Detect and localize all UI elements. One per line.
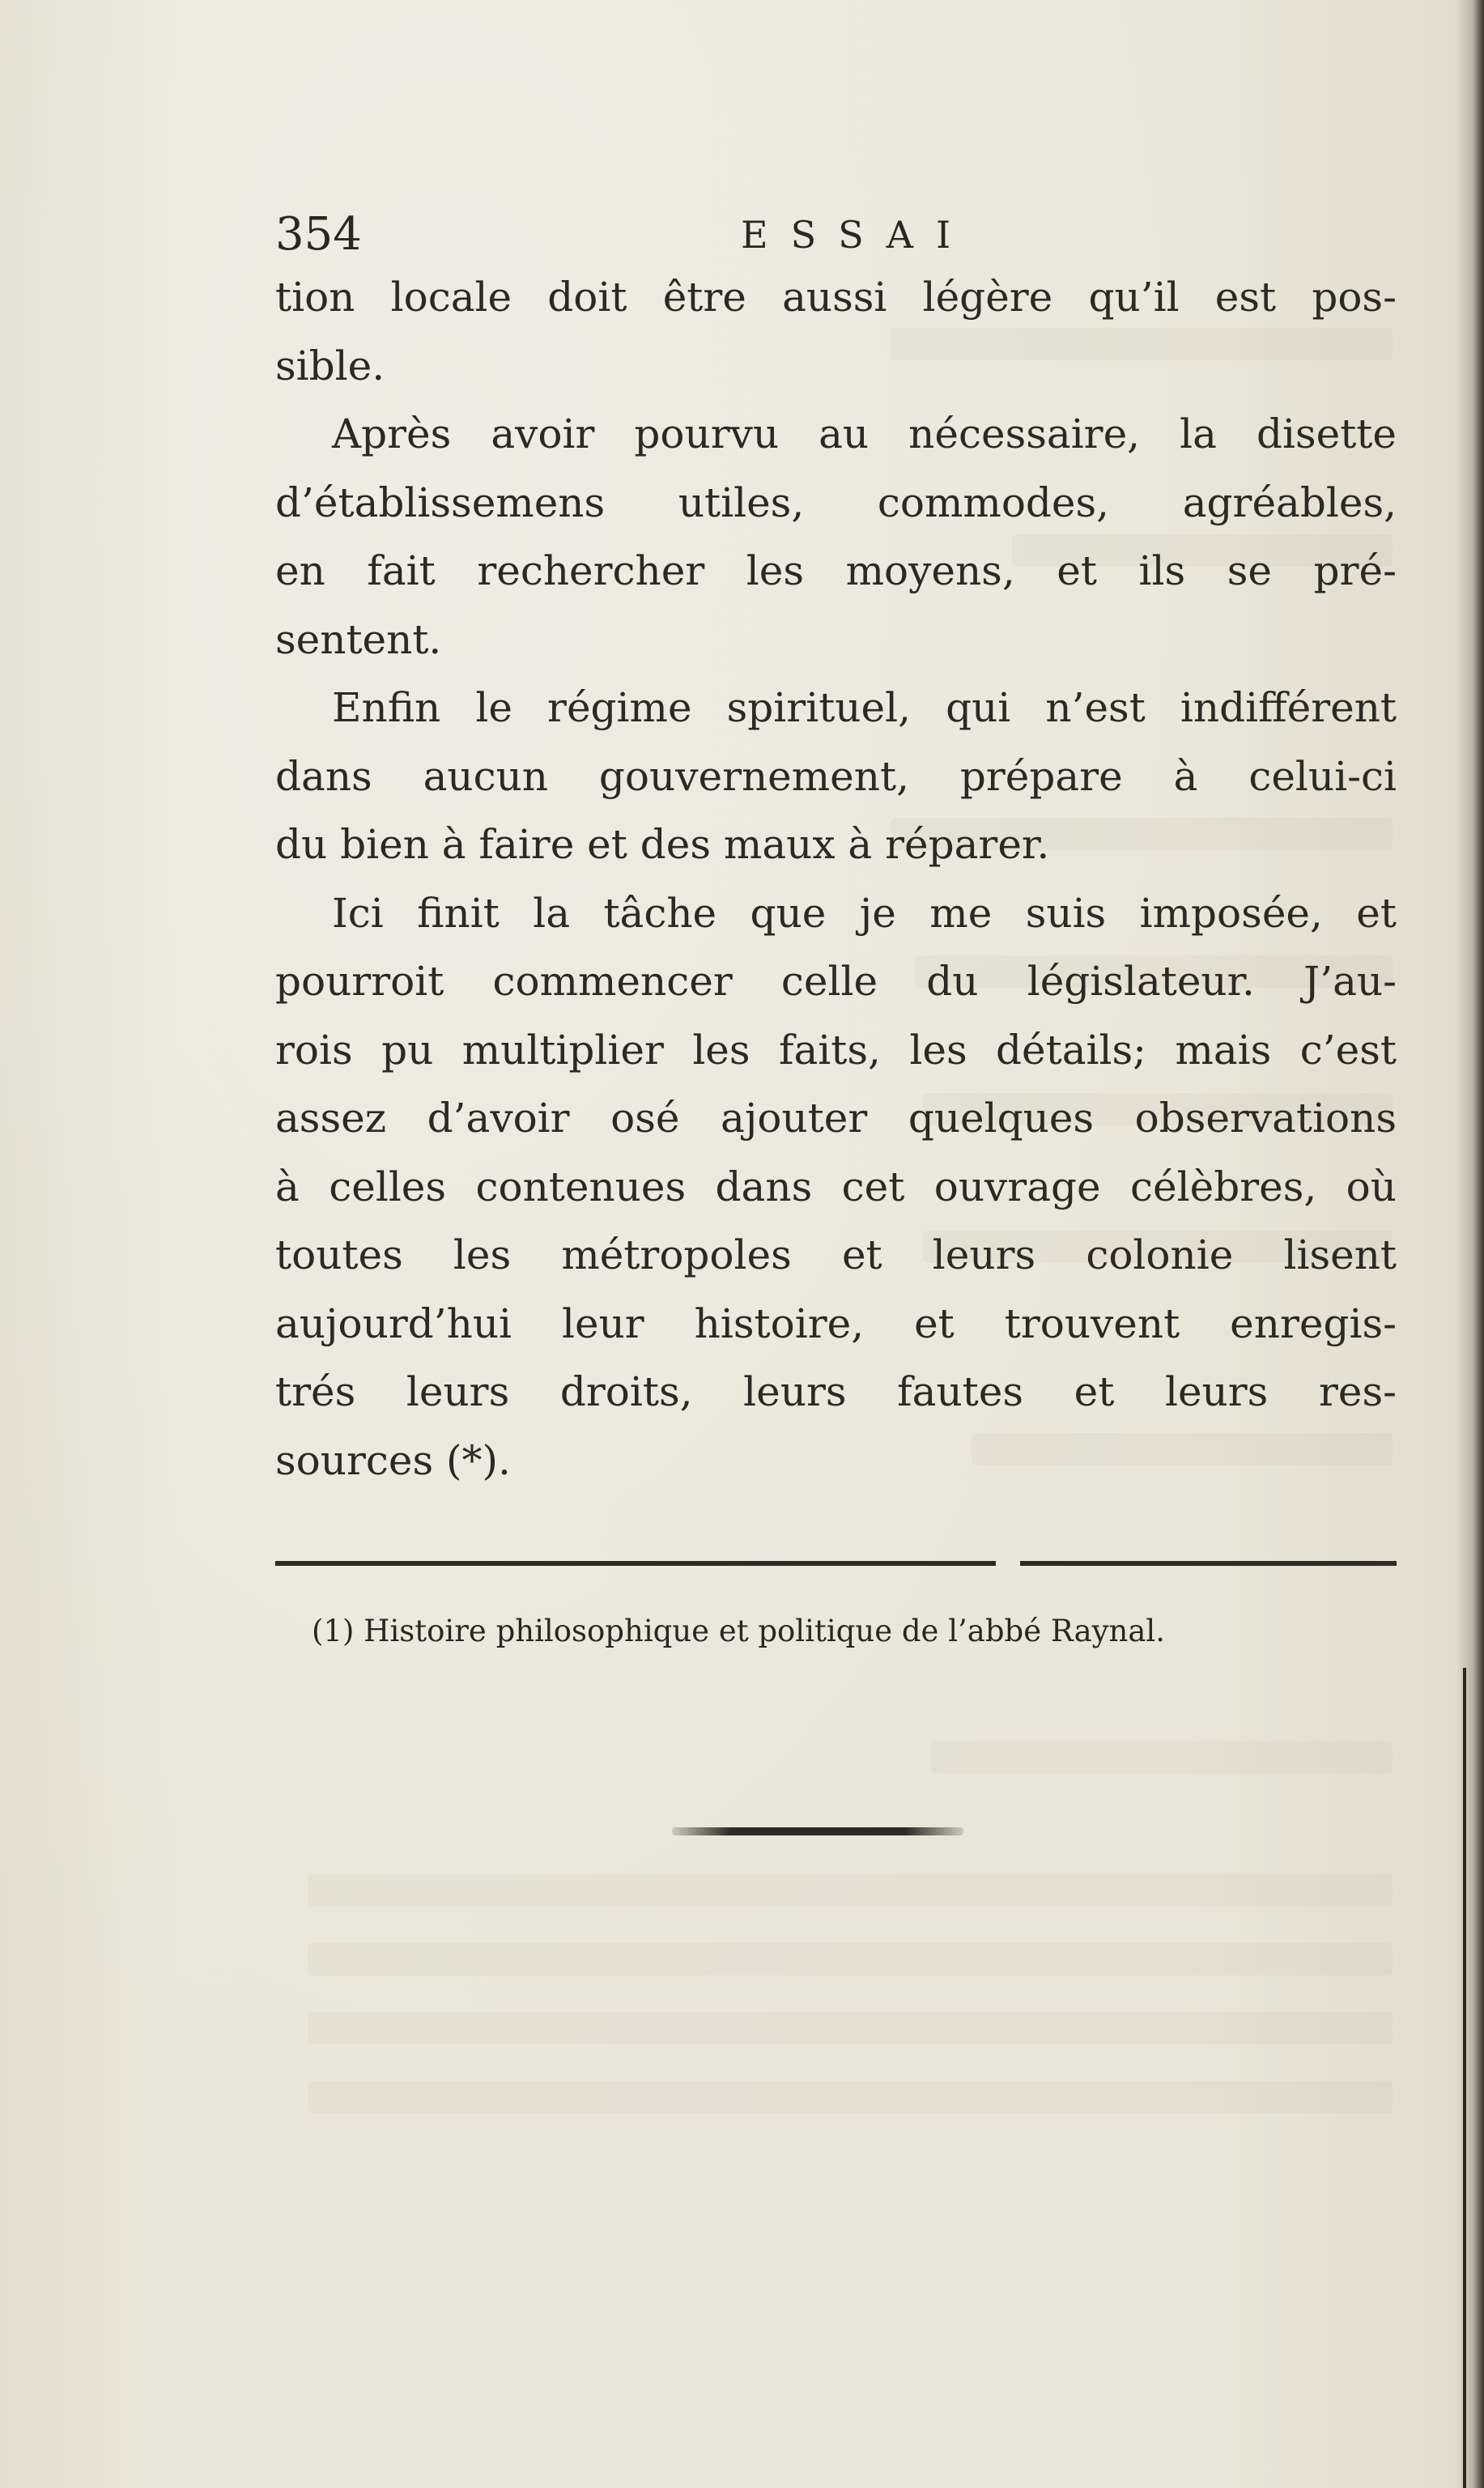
text-line: sources (*). [275, 1436, 511, 1484]
text-line: Enfin le régime spirituel, qui n’est indifférent [332, 684, 1397, 731]
text-line: toutes les métropoles et leurs colonie lisent [275, 1231, 1397, 1278]
text-line: Après avoir pourvu au nécessaire, la disette [332, 410, 1397, 457]
text-line: d’établissemens utiles, commodes, agréables, [275, 478, 1397, 526]
separator-rule-right [1020, 1561, 1397, 1566]
end-ornament-rule [672, 1827, 963, 1835]
text-line: sentent. [275, 615, 442, 663]
page-number: 354 [275, 208, 362, 261]
footnote-separator [275, 1561, 1397, 1571]
binding-edge-shadow [1456, 0, 1484, 2488]
text-line: assez d’avoir osé ajouter quelques observations [275, 1095, 1397, 1142]
text-line: en fait rechercher les moyens, et ils se pré- [275, 547, 1397, 594]
page-header [275, 202, 1393, 267]
text-line: dans aucun gouvernement, prépare à celui-ci [275, 752, 1397, 800]
text-line: Ici finit la tâche que je me suis imposée, et [332, 889, 1397, 937]
text-line: à celles contenues dans cet ouvrage célèbres, où [275, 1163, 1397, 1210]
text-line: rois pu multiplier les faits, les détails; mais c’est [275, 1026, 1397, 1074]
text-line: trés leurs droits, leurs fautes et leurs res- [275, 1368, 1397, 1415]
text-line: du bien à faire et des maux à réparer. [275, 821, 1050, 868]
separator-rule-left [275, 1561, 996, 1566]
running-title: ESSAI [741, 213, 974, 257]
text-line: pourroit commencer celle du législateur. J’au- [275, 958, 1397, 1005]
binding-edge-line [1463, 1668, 1466, 2488]
body-text [275, 263, 1397, 1495]
footnote: (1) Histoire philosophique et politique de l’abbé Raynal. [312, 1614, 1166, 1648]
text-line: aujourd’hui leur histoire, et trouvent enregis- [275, 1299, 1397, 1347]
text-line: sible. [275, 342, 385, 389]
text-line: tion locale doit être aussi légère qu’il est pos- [275, 274, 1397, 321]
